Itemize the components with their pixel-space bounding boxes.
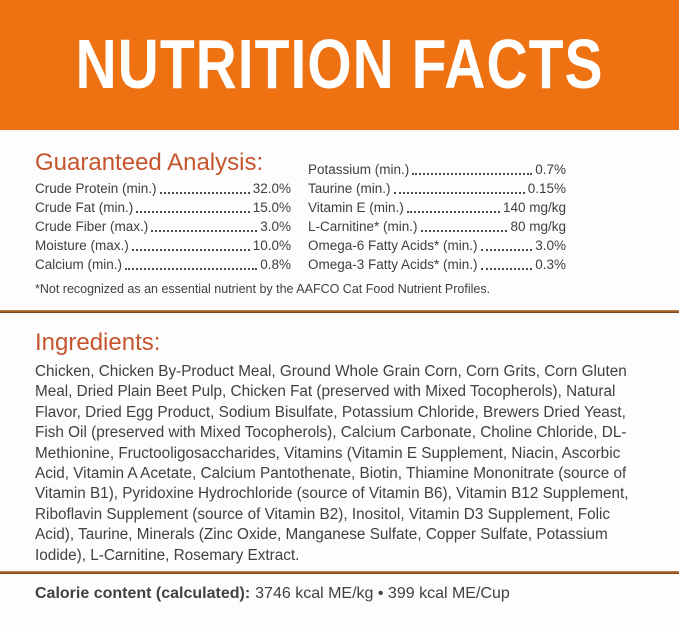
nutrient-label: Omega-6 Fatty Acids* (min.) [308, 238, 478, 253]
nutrient-value: 15.0% [252, 200, 291, 215]
nutrient-row [35, 179, 291, 198]
nutrient-label: Omega-3 Fatty Acids* (min.) [308, 257, 478, 272]
nutrient-row [308, 255, 566, 274]
dot-leader [412, 173, 532, 175]
nutrient-row [308, 217, 566, 236]
ingredients-text: Chicken, Chicken By-Product Meal, Ground Whole Grain Corn, Corn Grits, Corn Gluten Meal, Dried Plain Beet Pulp, Chicken Fat (preserved with Mixed Tocopherols), Natural Flavor, Dried Egg Product, Sodium Bisulfate, Potassium Chloride, Brewers Dried Yeast, Fish Oil (preserved with Mixed Tocopherols), Calcium Carbonate, Choline Chloride, DL-Methionine, Fructooligosaccharides, Vitamins (Vitamin E Supplement, Niacin, Ascorbic Acid, Vitamin A Acetate, Calcium Pantothenate, Biotin, Thiamine Mononitrate (source of Vitamin B1), Pyridoxine Hydrochloride (source of Vitamin B6), Vitamin B12 Supplement, Riboflavin Supplement (source of Vitamin B2), Inositol, Vitamin D3 Supplement, Folic Acid), Taurine, Minerals (Zinc Oxide, Manganese Sulfate, Copper Sulfate, Potassium Iodide), L-Carnitine, Rosemary Extract. [35, 363, 629, 564]
nutrient-value: 0.8% [260, 257, 291, 272]
dot-leader [160, 192, 250, 194]
guaranteed-analysis-columns [35, 148, 647, 274]
ingredients-section [0, 313, 679, 571]
nutrient-row [35, 255, 291, 274]
nutrient-row [35, 217, 291, 236]
nutrient-label: Taurine (min.) [308, 181, 391, 196]
nutrient-row [35, 198, 291, 217]
nutrient-value: 3.0% [260, 219, 291, 234]
dot-leader [132, 249, 250, 251]
dot-leader [136, 211, 249, 213]
nutrient-value: 0.3% [535, 257, 566, 272]
dot-leader [151, 230, 257, 232]
nutrient-row [308, 179, 566, 198]
nutrient-label: Crude Fat (min.) [35, 200, 134, 215]
calorie-content-value: 3746 kcal ME/kg • 399 kcal ME/Cup [255, 585, 510, 603]
dot-leader [407, 211, 500, 213]
ingredients-heading: Ingredients: [35, 329, 161, 356]
nutrient-label: Crude Fiber (max.) [35, 219, 149, 234]
dot-leader [125, 268, 257, 270]
nutrient-label: Vitamin E (min.) [308, 200, 404, 215]
nutrient-row [308, 236, 566, 255]
guaranteed-analysis-section [0, 130, 679, 310]
nutrient-row [35, 236, 291, 255]
guaranteed-analysis-right-column [308, 148, 566, 274]
nutrient-row [308, 160, 566, 179]
nutrient-value: 0.7% [535, 162, 566, 177]
calorie-content-label: Calorie content (calculated): [35, 585, 251, 603]
banner-title: NUTRITION FACTS [75, 25, 604, 105]
guaranteed-analysis-heading: Guaranteed Analysis: [35, 149, 264, 176]
aafco-footnote: *Not recognized as an essential nutrient by the AAFCO Cat Food Nutrient Profiles. [35, 282, 491, 296]
calorie-content-line [0, 574, 679, 604]
nutrient-value: 80 mg/kg [510, 219, 566, 234]
nutrient-value: 0.15% [527, 181, 566, 196]
nutrient-label: Moisture (max.) [35, 238, 129, 253]
dot-leader [421, 230, 508, 232]
nutrient-value: 32.0% [252, 181, 291, 196]
nutrient-label: L-Carnitine* (min.) [308, 219, 418, 234]
dot-leader [394, 192, 525, 194]
nutrient-row [308, 198, 566, 217]
nutrient-label: Crude Protein (min.) [35, 181, 157, 196]
nutrient-label: Potassium (min.) [308, 162, 410, 177]
guaranteed-analysis-left-column [35, 148, 291, 274]
dot-leader [481, 249, 533, 251]
banner [0, 0, 679, 130]
nutrient-value: 3.0% [535, 238, 566, 253]
dot-leader [481, 268, 533, 270]
nutrient-value: 10.0% [252, 238, 291, 253]
nutrient-label: Calcium (min.) [35, 257, 123, 272]
nutrient-value: 140 mg/kg [502, 200, 566, 215]
